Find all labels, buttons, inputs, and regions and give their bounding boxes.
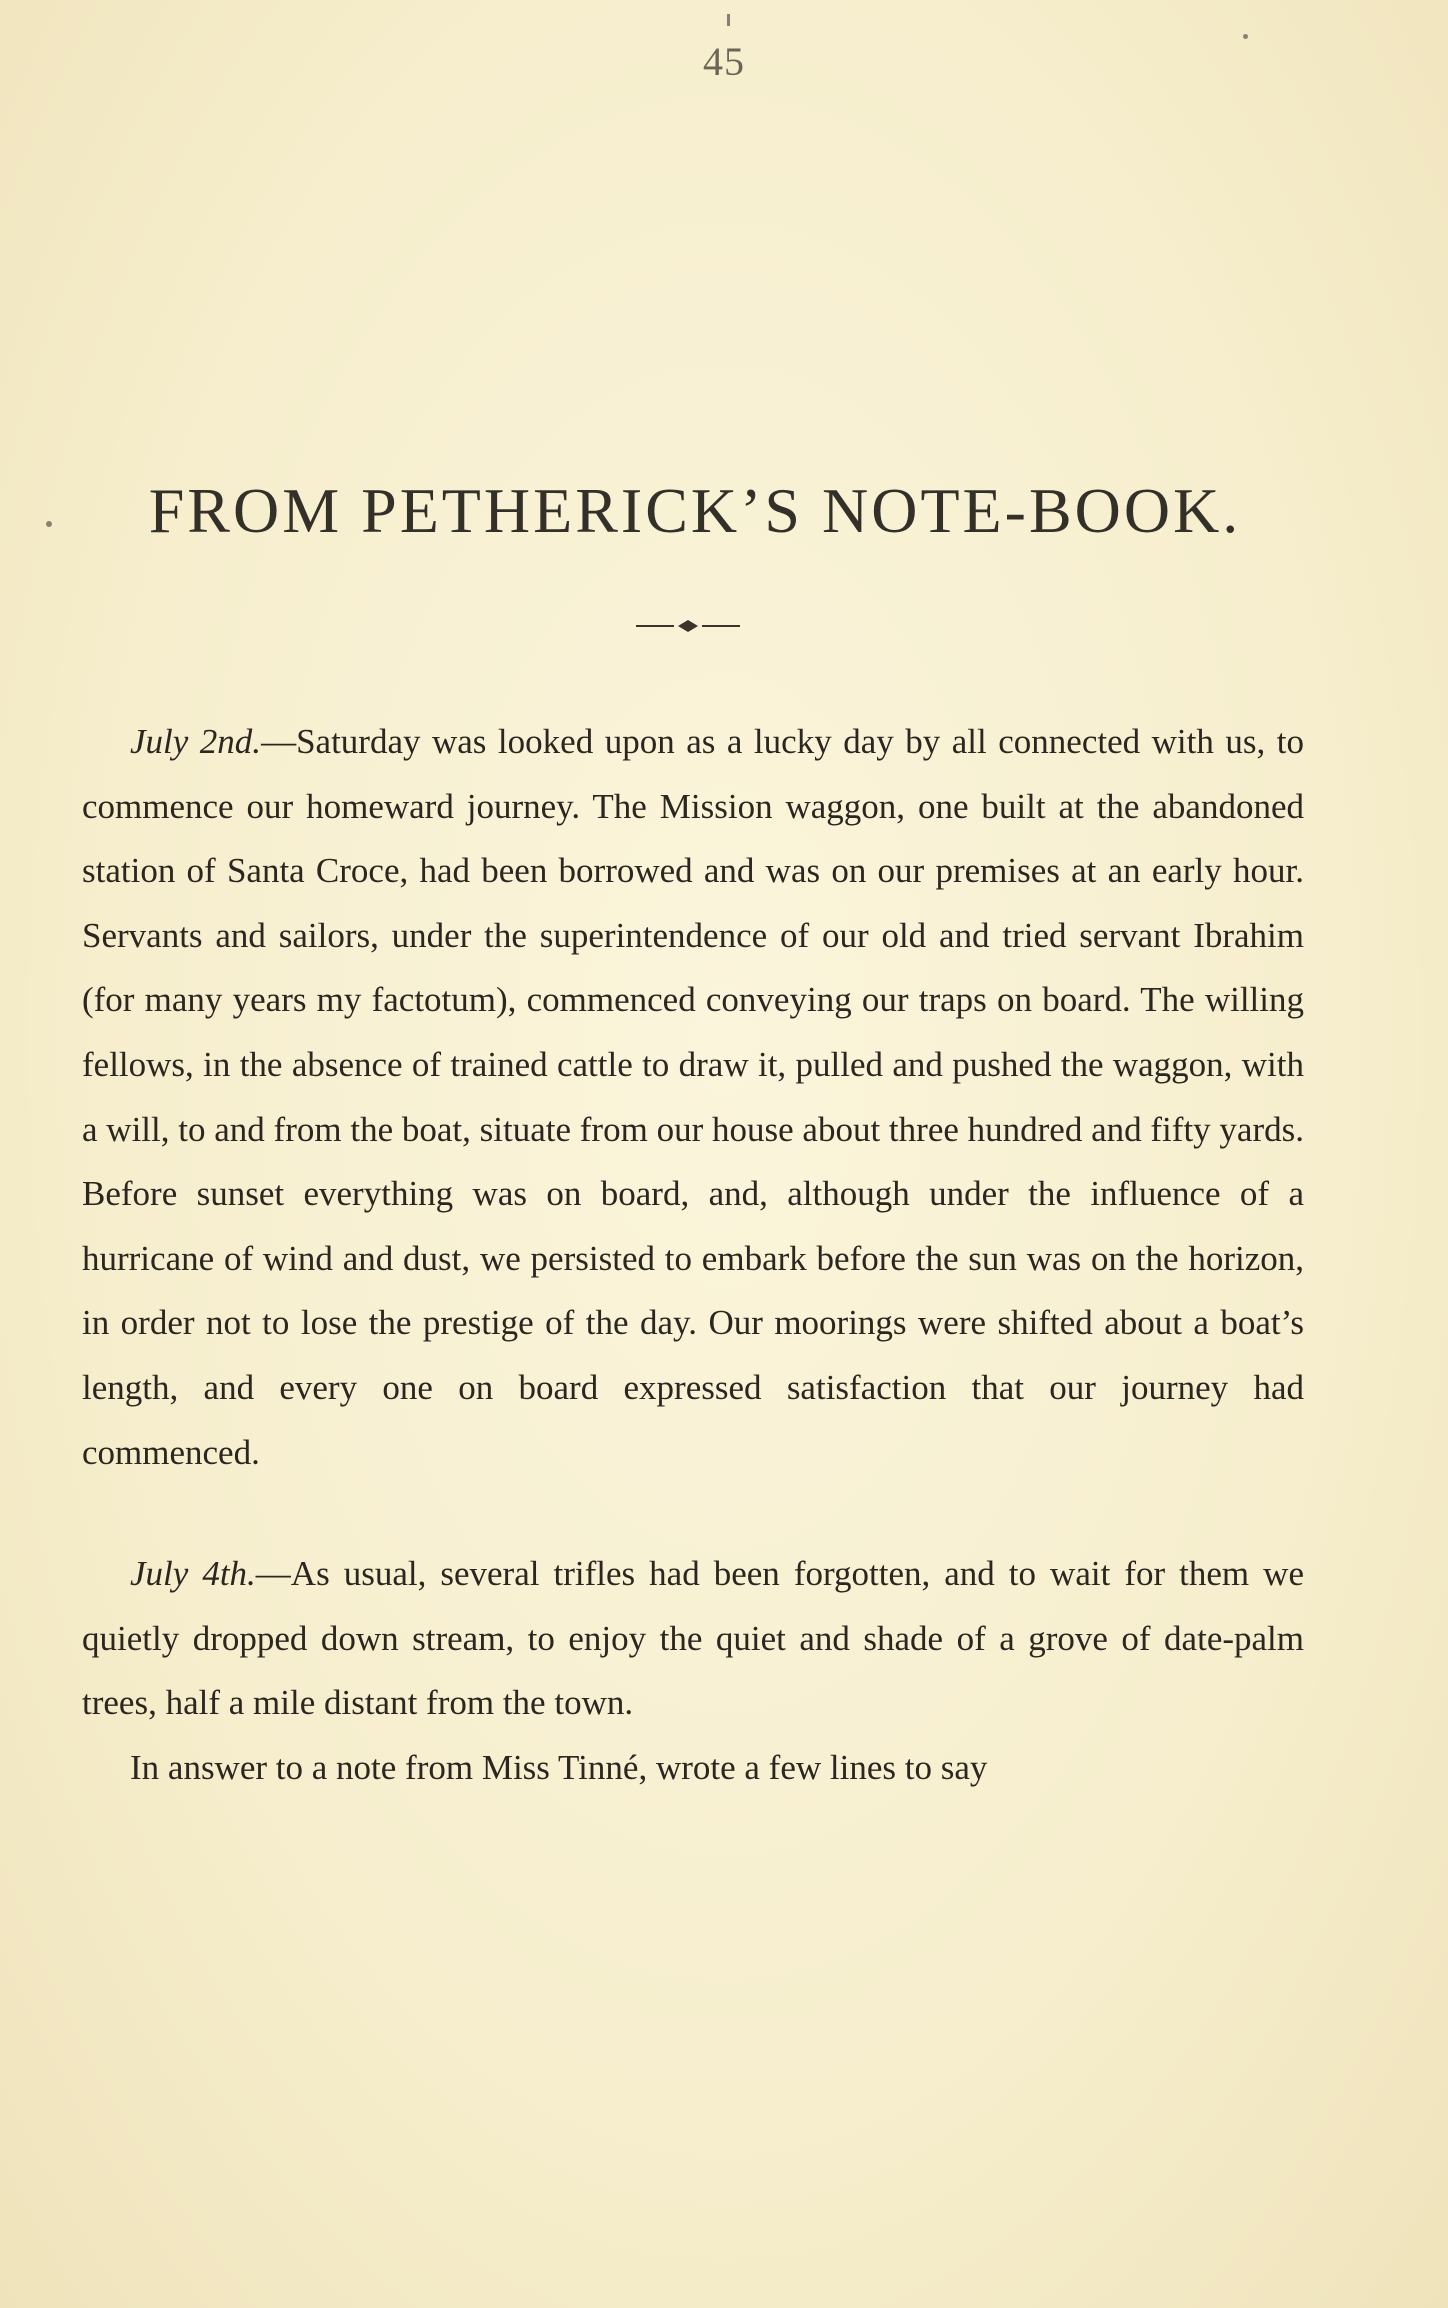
entry-date: July 2nd.	[130, 722, 262, 761]
chapter-title: FROM PETHERICK’S NOTE-BOOK.	[148, 475, 1242, 546]
print-speck	[727, 14, 730, 26]
paragraph-july-4th	[82, 1542, 1304, 1736]
entry-date: July 4th.	[130, 1554, 256, 1594]
print-speck	[1243, 34, 1248, 39]
print-speck	[46, 521, 52, 527]
page-number: 45	[703, 39, 745, 84]
entry-text: —As usual, several trifles had been forgotten, and to wait for them we quietly dropped down stream, to enjoy the quiet and shade of a grove of date-palm trees, half a mile distant from the town.	[82, 1554, 1304, 1723]
entry-text: —Saturday was looked upon as a lucky day by all connected with us, to commence our homeward journey. The Mission waggon, one built at the abandoned station of Santa Croce, had been borrowed and was on our premises at an early hour. Servants and sailors, under the superintendence of our old and tried servant Ibrahim (for many years my factotum), commenced conveying our traps on board. The willing fellows, in the absence of trained cattle to draw it, pulled and pushed the waggon, with a will, to and from the boat, situate from our house about three hundred and fifty yards. Before sunset everything was on board, and, although under the influence of a hurricane of wind and dust, we persisted to embark before the sun was on the horizon, in order not to lose the prestige of the day. Our moorings were shifted about a boat’s length, and every one on board expressed satisfaction that our journey had commenced.	[82, 722, 1304, 1472]
body-text	[82, 710, 1304, 1801]
paragraph-july-2nd	[82, 710, 1304, 1485]
title-ornament-divider	[636, 606, 740, 646]
paragraph-miss-tinne	[82, 1736, 1304, 1801]
entry-text: In answer to a note from Miss Tinné, wrote a few lines to say	[130, 1747, 988, 1787]
